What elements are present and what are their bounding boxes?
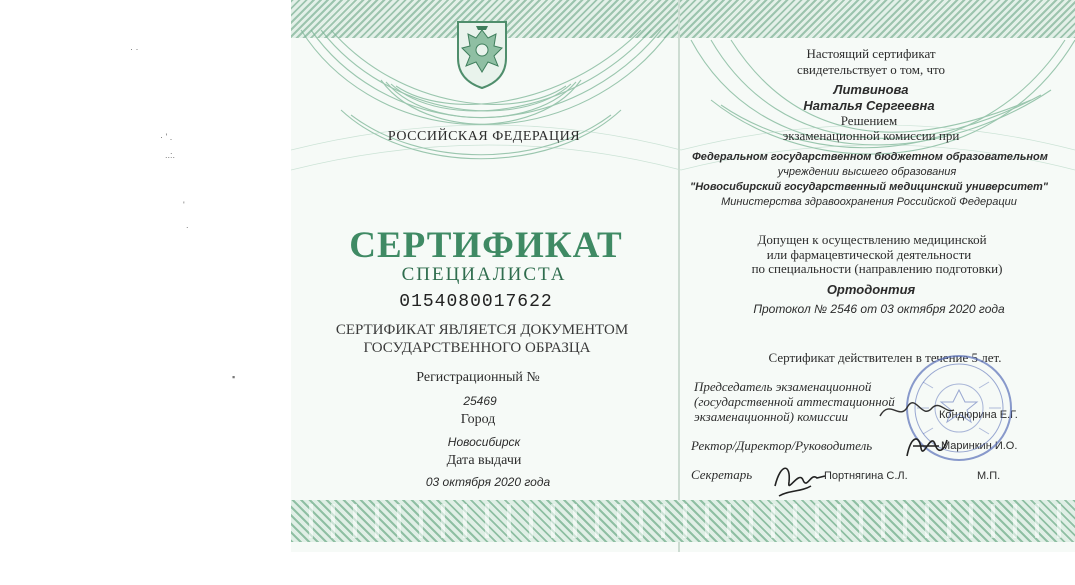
holder-name: Наталья Сергеевна bbox=[803, 98, 935, 113]
country-name: РОССИЙСКАЯ ФЕДЕРАЦИЯ bbox=[387, 129, 581, 144]
decision-line-2: экзаменационной комиссии при bbox=[782, 128, 960, 143]
status-line-1: СЕРТИФИКАТ ЯВЛЯЕТСЯ ДОКУМЕНТОМ bbox=[335, 322, 629, 338]
organization-line-4: Министерства здравоохранения Российской Федерации bbox=[721, 196, 1017, 208]
scan-speck: . bbox=[186, 220, 189, 230]
chair-signature bbox=[876, 390, 956, 430]
city-label: Город bbox=[460, 412, 496, 427]
scan-speck: · · bbox=[130, 44, 139, 54]
certificate-document bbox=[291, 0, 1075, 552]
seal-label: М.П. bbox=[977, 470, 1001, 482]
coat-of-arms-icon bbox=[452, 18, 512, 90]
admission-line-1: Допущен к осуществлению медицинской bbox=[757, 232, 987, 247]
rector-signature bbox=[903, 426, 951, 466]
rector-label: Ректор/Директор/Руководитель bbox=[691, 438, 873, 453]
validity-line: Сертификат действителен в течение 5 лет. bbox=[768, 350, 1002, 365]
issue-date-label: Дата выдачи bbox=[446, 453, 522, 468]
specialty-value: Ортодонтия bbox=[826, 282, 916, 297]
city-value: Новосибирск bbox=[447, 435, 521, 449]
scan-speck: ▪ bbox=[232, 372, 236, 382]
certificate-title: СЕРТИФИКАТ bbox=[349, 225, 623, 266]
page-fold bbox=[678, 0, 680, 552]
scan-speck: ' bbox=[183, 200, 185, 210]
intro-line-1: Настоящий сертификат bbox=[806, 46, 936, 61]
chair-line-3: экзаменационной) комиссии bbox=[694, 409, 849, 424]
certificate-subtitle: СПЕЦИАЛИСТА bbox=[401, 264, 567, 285]
secretary-signature bbox=[771, 456, 827, 500]
rector-name: Маринкин И.О. bbox=[941, 440, 1018, 452]
admission-line-3: по специальности (направлению подготовки) bbox=[751, 261, 1003, 276]
scan-speck: ..:. bbox=[165, 150, 176, 160]
intro-line-2: свидетельствует о том, что bbox=[796, 62, 946, 77]
status-line-2: ГОСУДАРСТВЕННОГО ОБРАЗЦА bbox=[363, 340, 591, 356]
admission-line-2: или фармацевтической деятельности bbox=[766, 247, 972, 262]
secretary-name: Портнягина С.Л. bbox=[824, 470, 908, 482]
chair-line-2: (государственной аттестационной bbox=[694, 394, 895, 409]
registration-label: Регистрационный № bbox=[416, 370, 540, 385]
organization-line-2: учреждении высшего образования bbox=[777, 166, 957, 178]
chair-line-1: Председатель экзаменационной bbox=[694, 379, 872, 394]
organization-line-3: "Новосибирский государственный медицинский университет" bbox=[690, 181, 1048, 193]
holder-surname: Литвинова bbox=[833, 82, 909, 97]
secretary-label: Секретарь bbox=[691, 467, 753, 482]
registration-number: 25469 bbox=[463, 394, 497, 408]
decision-line-1: Решением bbox=[840, 113, 898, 128]
protocol-line: Протокол № 2546 от 03 октября 2020 года bbox=[753, 302, 1005, 316]
issue-date-value: 03 октября 2020 года bbox=[425, 475, 551, 489]
organization-line-1: Федеральном государственном бюджетном образовательном bbox=[692, 151, 1048, 163]
chair-name: Кондюрина Е.Г. bbox=[939, 409, 1018, 421]
bottom-guilloche-border bbox=[291, 500, 1075, 542]
serial-number: 0154080017622 bbox=[399, 292, 553, 312]
scan-speck: · ' . bbox=[160, 132, 173, 142]
